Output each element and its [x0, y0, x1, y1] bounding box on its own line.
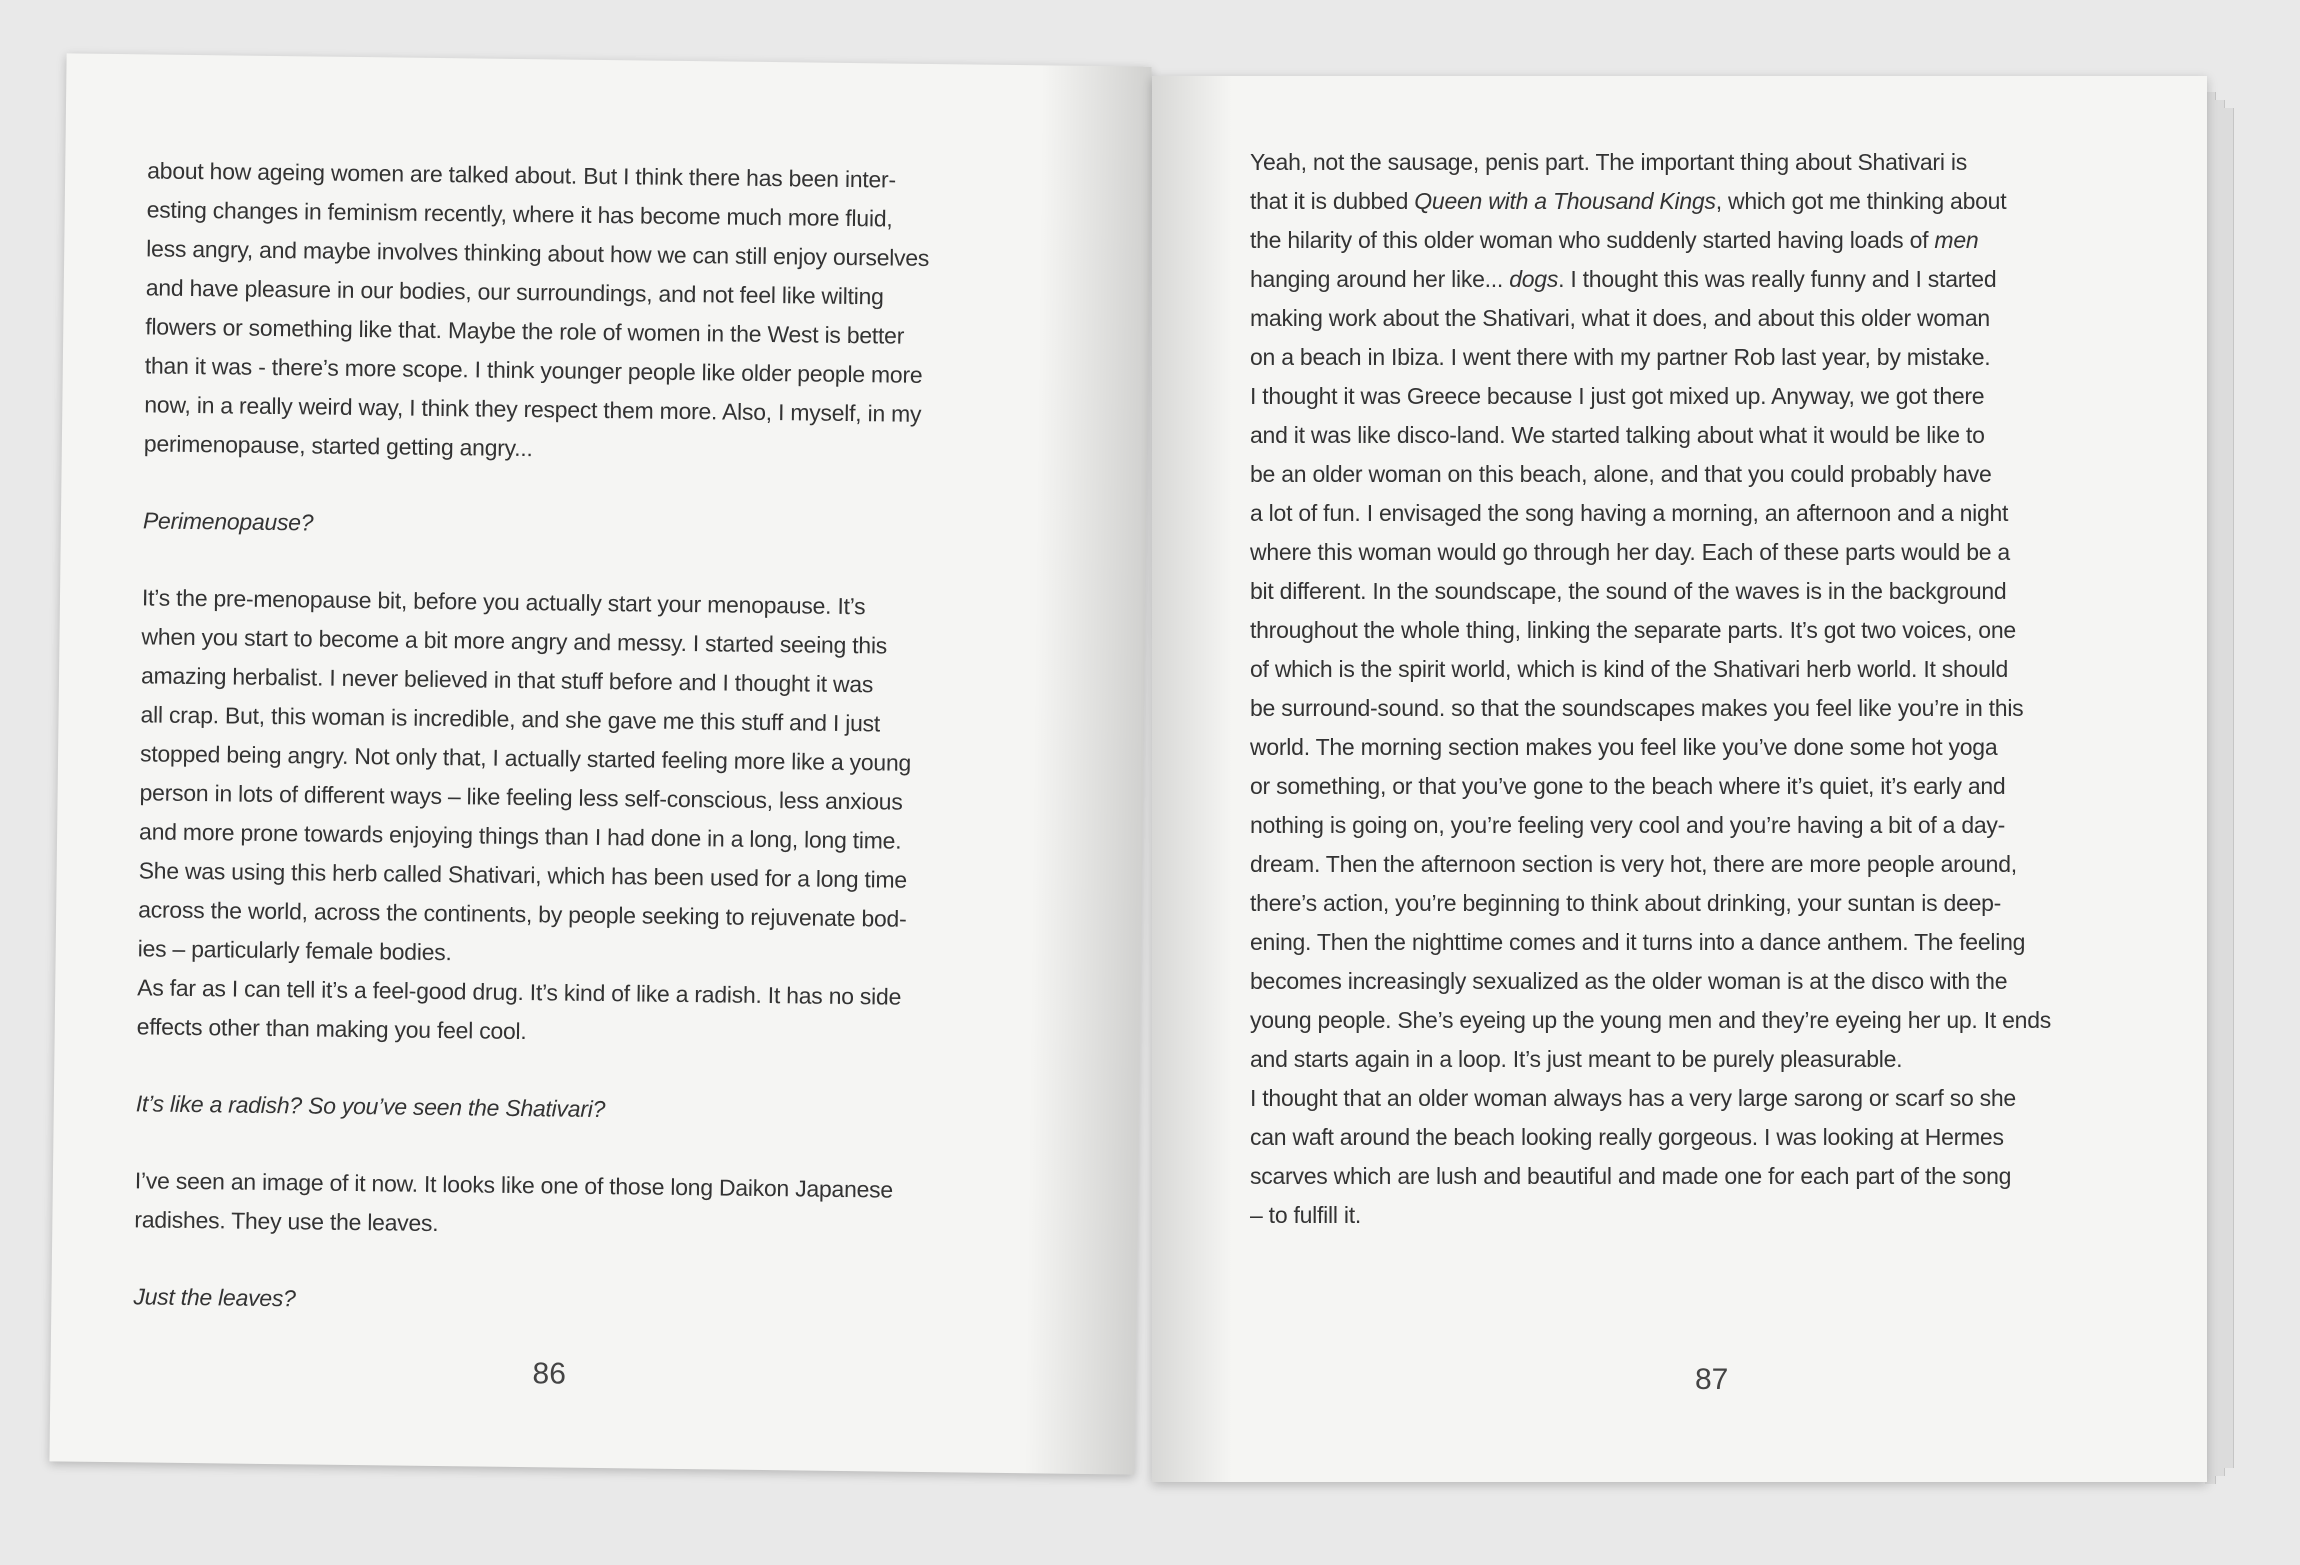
- text-run: and more prone towards enjoying things than I had done in a long, long time.: [138, 818, 902, 854]
- text-run: bit different. In the soundscape, the sound of the waves is in the background: [1250, 578, 2007, 604]
- text-run: and it was like disco-land. We started talking about what it would be like to: [1250, 422, 1985, 448]
- text-line: [1250, 1196, 2051, 1235]
- text-run: becomes increasingly sexualized as the older woman is at the disco with the: [1250, 968, 2008, 994]
- text-run: person in lots of different ways – like feeling less self-conscious, less anxious: [139, 779, 903, 815]
- text-line: [1250, 1079, 2051, 1118]
- text-run: perimenopause, started getting angry...: [143, 430, 533, 462]
- text-line: [1250, 572, 2051, 611]
- text-run: of which is the spirit world, which is kind of the Shativari herb world. It should: [1250, 656, 2009, 682]
- text-line: [1250, 455, 2051, 494]
- text-run: than it was - there’s more scope. I think younger people like older people more: [144, 352, 923, 388]
- page-edges: [2223, 108, 2234, 1468]
- text-line: [1250, 611, 2051, 650]
- text-run: effects other than making you feel cool.: [136, 1013, 527, 1045]
- text-run: that it is dubbed: [1250, 188, 1415, 214]
- italic-run: men: [1934, 227, 1979, 253]
- text-line: [1250, 416, 2051, 455]
- text-run: where this woman would go through her day. Each of these parts would be a: [1250, 539, 2010, 565]
- text-run: Perimenopause?: [142, 507, 314, 536]
- text-run: hanging around her like...: [1250, 266, 1510, 292]
- page-number-left: 86: [532, 1357, 567, 1391]
- text-line: [1250, 806, 2051, 845]
- text-line: [1250, 650, 2051, 689]
- text-run: radishes. They use the leaves.: [134, 1206, 439, 1237]
- left-page-text: [133, 151, 930, 1325]
- text-run: , which got me thinking about: [1715, 188, 2007, 214]
- text-run: As far as I can tell it’s a feel-good drug. It’s kind of like a radish. It has no side: [137, 974, 902, 1010]
- page-number-right: 87: [1695, 1363, 1729, 1396]
- text-run: less angry, and maybe involves thinking about how we can still enjoy ourselves: [146, 235, 930, 271]
- text-line: [1250, 494, 2051, 533]
- text-run: about how ageing women are talked about. But I think there has been inter-: [147, 157, 896, 193]
- italic-run: Queen with a Thousand Kings: [1414, 188, 1716, 214]
- text-run: when you start to become a bit more angry and messy. I started seeing this: [141, 623, 888, 659]
- text-line: [1250, 767, 2051, 806]
- text-run: all crap. But, this woman is incredible, and she gave me this stuff and I just: [140, 701, 881, 737]
- text-run: and have pleasure in our bodies, our surroundings, and not feel like wilting: [145, 274, 884, 310]
- text-run: world. The morning section makes you feel like you’ve done some hot yoga: [1250, 734, 1998, 760]
- text-run: I’ve seen an image of it now. It looks like one of those long Daikon Japanese: [134, 1167, 894, 1203]
- text-line: [1250, 1040, 2051, 1079]
- text-line: [1250, 143, 2051, 182]
- text-line: [1250, 377, 2051, 416]
- gutter-shadow: [1024, 65, 1151, 1474]
- left-page: [49, 53, 1151, 1474]
- text-line: [1250, 1001, 2051, 1040]
- text-run: can waft around the beach looking really gorgeous. I was looking at Hermes: [1250, 1124, 2004, 1150]
- text-run: across the world, across the continents, by people seeking to rejuvenate bod-: [138, 896, 907, 932]
- text-line: [1250, 260, 2051, 299]
- text-run: scarves which are lush and beautiful and made one for each part of the song: [1250, 1163, 2012, 1189]
- text-run: I thought that an older woman always has a very large sarong or scarf so she: [1250, 1085, 2016, 1111]
- text-line: [1250, 923, 2051, 962]
- text-line: [1250, 884, 2051, 923]
- text-line: [1250, 689, 2051, 728]
- text-line: [1250, 962, 2051, 1001]
- text-run: be an older woman on this beach, alone, and that you could probably have: [1250, 461, 1992, 487]
- text-line: [1250, 299, 2051, 338]
- text-run: be surround-sound. so that the soundscapes makes you feel like you’re in this: [1250, 695, 2024, 721]
- text-run: . I thought this was really funny and I started: [1558, 266, 1997, 292]
- gutter-shadow: [1152, 76, 1232, 1482]
- text-run: throughout the whole thing, linking the separate parts. It’s got two voices, one: [1250, 617, 2016, 643]
- text-line: [1250, 1118, 2051, 1157]
- text-run: nothing is going on, you’re feeling very cool and you’re having a bit of a day-: [1250, 812, 2006, 838]
- text-run: I thought it was Greece because I just got mixed up. Anyway, we got there: [1250, 383, 1985, 409]
- italic-run: dogs: [1509, 266, 1559, 292]
- text-line: [1250, 1157, 2051, 1196]
- text-run: amazing herbalist. I never believed in that stuff before and I thought it was: [140, 662, 874, 698]
- text-line: [133, 1277, 916, 1326]
- text-run: It’s like a radish? So you’ve seen the Shativari?: [135, 1090, 606, 1123]
- text-run: and starts again in a loop. It’s just meant to be purely pleasurable.: [1250, 1046, 1903, 1072]
- text-line: [1250, 728, 2051, 767]
- text-run: making work about the Shativari, what it does, and about this older woman: [1250, 305, 1990, 331]
- text-run: Just the leaves?: [133, 1283, 296, 1312]
- text-line: [1250, 338, 2051, 377]
- text-line: [1250, 182, 2051, 221]
- text-run: a lot of fun. I envisaged the song having a morning, an afternoon and a night: [1250, 500, 2009, 526]
- text-line: [1250, 845, 2051, 884]
- text-run: stopped being angry. Not only that, I actually started feeling more like a young: [139, 740, 912, 776]
- text-run: dream. Then the afternoon section is very hot, there are more people around,: [1250, 851, 2017, 877]
- text-run: ening. Then the nighttime comes and it turns into a dance anthem. The feeling: [1250, 929, 2026, 955]
- text-run: esting changes in feminism recently, where it has become much more fluid,: [146, 196, 893, 232]
- text-run: She was using this herb called Shativari, which has been used for a long time: [138, 857, 908, 893]
- text-run: – to fulfill it.: [1250, 1202, 1362, 1228]
- text-run: flowers or something like that. Maybe the role of women in the West is better: [145, 313, 905, 349]
- text-run: the hilarity of this older woman who suddenly started having loads of: [1250, 227, 1935, 253]
- text-run: now, in a really weird way, I think they respect them more. Also, I myself, in my: [144, 391, 922, 427]
- text-run: there’s action, you’re beginning to think about drinking, your suntan is deep-: [1250, 890, 2002, 916]
- text-run: young people. She’s eyeing up the young men and they’re eyeing her up. It ends: [1250, 1007, 2051, 1033]
- text-run: ies – particularly female bodies.: [137, 935, 452, 966]
- text-line: [1250, 533, 2051, 572]
- right-page-text: [1250, 143, 2051, 1235]
- text-run: Yeah, not the sausage, penis part. The important thing about Shativari is: [1250, 149, 1967, 175]
- text-run: It’s the pre-menopause bit, before you actually start your menopause. It’s: [141, 584, 866, 620]
- text-run: on a beach in Ibiza. I went there with my partner Rob last year, by mistake.: [1250, 344, 1991, 370]
- text-run: or something, or that you’ve gone to the beach where it’s quiet, it’s early and: [1250, 773, 2006, 799]
- right-page: [1152, 76, 2207, 1482]
- text-line: [1250, 221, 2051, 260]
